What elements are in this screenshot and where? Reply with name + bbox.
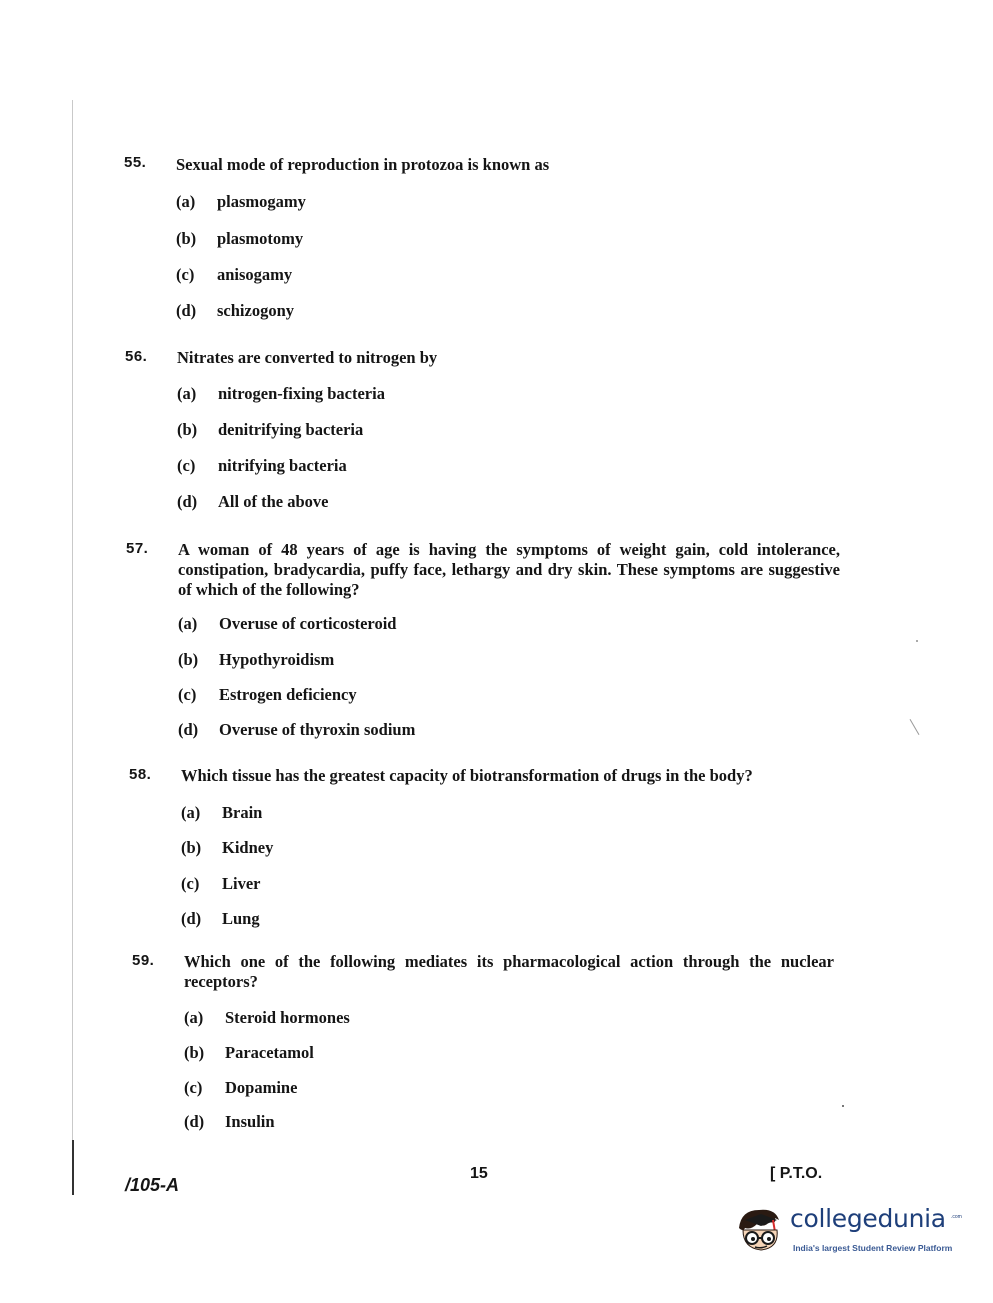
option-text: denitrifying bacteria xyxy=(218,420,364,439)
option-text: Kidney xyxy=(222,838,274,857)
question-55 xyxy=(124,153,844,333)
paper-code: /105-A xyxy=(125,1175,180,1195)
question-58 xyxy=(129,765,849,935)
option-text: Overuse of thyroxin sodium xyxy=(219,720,416,739)
question-text: Which one of the following mediates its pharmacological action through the nuclear receptors? xyxy=(184,952,834,991)
option-label: (c) xyxy=(178,685,197,704)
left-margin-rule xyxy=(72,100,73,1195)
option-label: (d) xyxy=(184,1112,205,1131)
option-label: (c) xyxy=(181,874,200,893)
option-d xyxy=(181,909,260,929)
question-56 xyxy=(125,347,845,517)
question-number: 55. xyxy=(124,154,147,171)
option-a xyxy=(181,803,262,823)
question-text: Which tissue has the greatest capacity of biotransformation of drugs in the body? xyxy=(181,766,753,785)
option-a xyxy=(184,1008,350,1028)
option-text: Paracetamol xyxy=(225,1043,314,1062)
option-c xyxy=(176,265,292,285)
option-text: Liver xyxy=(222,874,261,893)
option-label: (d) xyxy=(176,301,197,320)
option-d xyxy=(176,301,294,321)
option-text: nitrifying bacteria xyxy=(218,456,347,475)
option-c xyxy=(178,685,357,705)
option-text: plasmogamy xyxy=(217,192,306,211)
question-57 xyxy=(126,539,846,749)
question-number: 57. xyxy=(126,540,149,557)
option-label: (d) xyxy=(181,909,202,928)
scan-speck xyxy=(916,640,918,642)
option-label: (a) xyxy=(181,803,201,822)
collegedunia-mascot-icon xyxy=(735,1202,787,1254)
left-margin-rule-dark xyxy=(72,1140,74,1195)
option-b xyxy=(176,229,303,249)
scan-speck xyxy=(910,719,920,735)
option-d xyxy=(177,492,328,512)
question-number: 58. xyxy=(129,766,152,783)
option-label: (c) xyxy=(176,265,195,284)
option-label: (b) xyxy=(184,1043,205,1062)
option-label: (d) xyxy=(177,492,198,511)
option-text: plasmotomy xyxy=(217,229,304,248)
option-b xyxy=(181,838,273,858)
option-d xyxy=(184,1112,275,1132)
option-c xyxy=(177,456,347,476)
page-number: 15 xyxy=(470,1165,488,1182)
question-text: A woman of 48 years of age is having the symptoms of weight gain, cold intolerance, constipation, bradycardia, puffy face, lethargy and dry skin. These symptoms are suggestive of which of the following? xyxy=(178,540,840,599)
option-a xyxy=(176,192,306,212)
option-text: Brain xyxy=(222,803,263,822)
option-text: All of the above xyxy=(218,492,329,511)
option-label: (a) xyxy=(184,1008,204,1027)
option-label: (a) xyxy=(178,614,198,633)
option-text: Dopamine xyxy=(225,1078,298,1097)
logo-tagline: India's largest Student Review Platform xyxy=(793,1243,953,1253)
option-label: (a) xyxy=(177,384,197,403)
question-text: Sexual mode of reproduction in protozoa is known as xyxy=(176,155,550,174)
option-b xyxy=(184,1043,314,1063)
option-text: Estrogen deficiency xyxy=(219,685,357,704)
option-label: (b) xyxy=(178,650,199,669)
option-text: schizogony xyxy=(217,301,295,320)
logo-wordmark: collegedunia xyxy=(790,1204,946,1233)
option-text: nitrogen-fixing bacteria xyxy=(218,384,385,403)
option-label: (b) xyxy=(177,420,198,439)
option-text: Overuse of corticosteroid xyxy=(219,614,397,633)
question-text: Nitrates are converted to nitrogen by xyxy=(177,348,438,367)
collegedunia-logo[interactable] xyxy=(735,1200,965,1260)
option-label: (c) xyxy=(177,456,196,475)
option-text: Lung xyxy=(222,909,260,928)
option-label: (a) xyxy=(176,192,196,211)
option-c xyxy=(181,874,261,894)
option-label: (d) xyxy=(178,720,199,739)
option-d xyxy=(178,720,415,740)
please-turn-over: [ P.T.O. xyxy=(770,1165,823,1182)
option-a xyxy=(178,614,396,634)
option-c xyxy=(184,1078,297,1098)
option-b xyxy=(177,420,363,440)
option-text: Insulin xyxy=(225,1112,275,1131)
scan-speck xyxy=(842,1105,844,1107)
option-label: (b) xyxy=(176,229,197,248)
logo-domain-suffix: .com xyxy=(951,1214,962,1220)
question-59 xyxy=(132,951,852,1141)
option-text: Steroid hormones xyxy=(225,1008,350,1027)
question-number: 56. xyxy=(125,348,148,365)
option-a xyxy=(177,384,385,404)
option-label: (b) xyxy=(181,838,202,857)
option-label: (c) xyxy=(184,1078,203,1097)
option-text: Hypothyroidism xyxy=(219,650,335,669)
option-text: anisogamy xyxy=(217,265,293,284)
option-b xyxy=(178,650,334,670)
question-number: 59. xyxy=(132,952,155,969)
